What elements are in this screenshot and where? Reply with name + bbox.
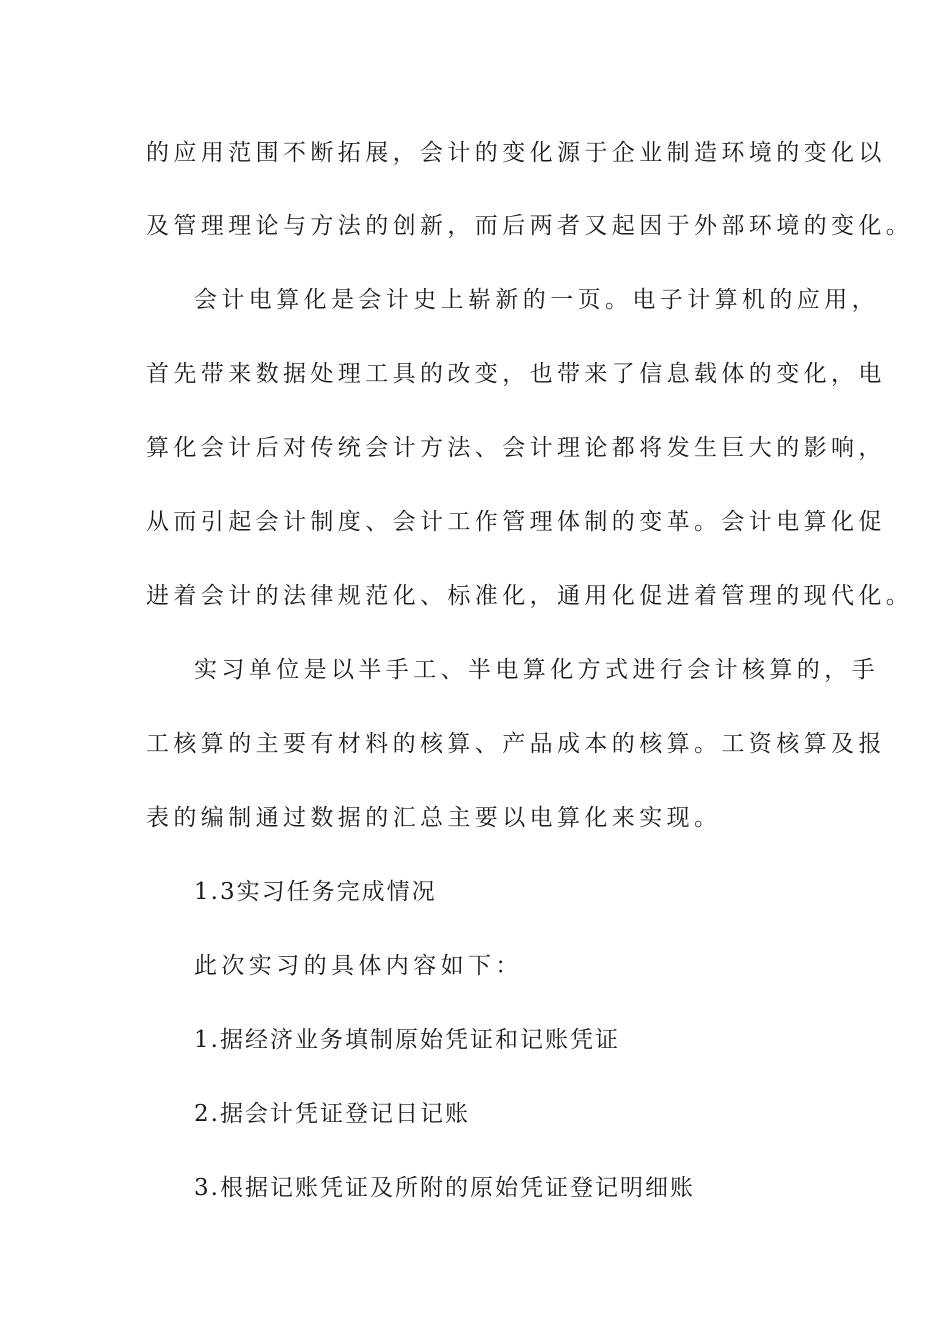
paragraph-3-line-2: 工核算的主要有材料的核算、产品成本的核算。工资核算及报: [146, 731, 886, 757]
list-item-3: 3.根据记账凭证及所附的原始凭证登记明细账: [194, 1175, 695, 1201]
paragraph-2-line-1: 会计电算化是会计史上崭新的一页。电子计算机的应用，: [194, 287, 879, 313]
paragraph-3-line-1: 实习单位是以半手工、半电算化方式进行会计核算的，手: [194, 657, 879, 683]
paragraph-3-line-3: 表的编制通过数据的汇总主要以电算化来实现。: [146, 805, 722, 831]
paragraph-1-line-1: 的应用范围不断拓展，会计的变化源于企业制造环境的变化以: [146, 140, 886, 166]
paragraph-1-line-2: 及管理理论与方法的创新，而后两者又起因于外部环境的变化。: [146, 213, 914, 239]
section-heading: 1.3实习任务完成情况: [194, 879, 437, 905]
paragraph-2-line-4: 从而引起会计制度、会计工作管理体制的变革。会计电算化促: [146, 509, 886, 535]
list-item-1: 1.据经济业务填制原始凭证和记账凭证: [194, 1027, 620, 1053]
paragraph-2-line-3: 算化会计后对传统会计方法、会计理论都将发生巨大的影响，: [146, 435, 886, 461]
paragraph-2-line-5: 进着会计的法律规范化、标准化，通用化促进着管理的现代化。: [146, 583, 914, 609]
list-item-2: 2.据会计凭证登记日记账: [194, 1101, 470, 1127]
paragraph-2-line-2: 首先带来数据处理工具的改变，也带来了信息载体的变化，电: [146, 361, 886, 387]
intro-text: 此次实习的具体内容如下：: [194, 953, 523, 979]
